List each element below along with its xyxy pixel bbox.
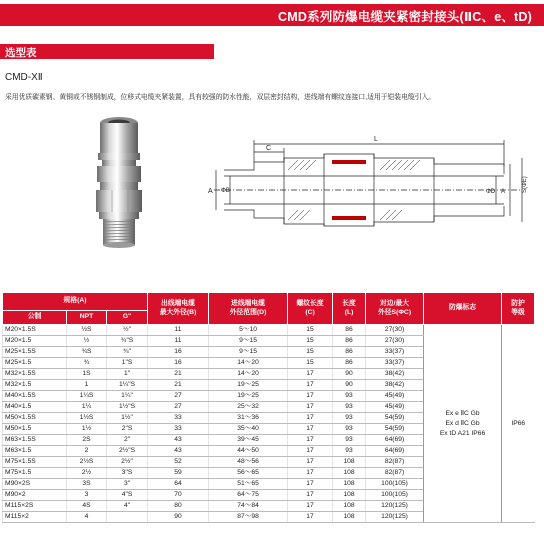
cell-length: 108	[333, 501, 366, 512]
cell-outer-cable: 11	[148, 336, 209, 347]
header-length: 长度 (L)	[333, 293, 366, 325]
cell-metric: M40×1.5S	[3, 391, 67, 402]
cell-across: 82(87)	[366, 457, 424, 468]
cell-g: 1"S	[107, 358, 148, 369]
cell-metric: M20×1.5	[3, 336, 67, 347]
cell-g: 1¼"S	[107, 380, 148, 391]
cell-npt: 2	[67, 446, 107, 457]
cell-length: 90	[333, 369, 366, 380]
cell-across: 27(30)	[366, 336, 424, 347]
cell-npt: 2½	[67, 468, 107, 479]
cell-length: 86	[333, 336, 366, 347]
cell-metric: M90×2S	[3, 479, 67, 490]
cell-g: 2½"	[107, 457, 148, 468]
cell-metric: M63×1.5	[3, 446, 67, 457]
cell-g: ¾"S	[107, 336, 148, 347]
cell-npt: ¾S	[67, 347, 107, 358]
cell-g: ¾"	[107, 347, 148, 358]
header-npt: NPT	[67, 311, 107, 325]
cell-metric: M63×1.5S	[3, 435, 67, 446]
cell-npt: 3S	[67, 479, 107, 490]
cell-g: 3"S	[107, 468, 148, 479]
cell-metric: M115×2S	[3, 501, 67, 512]
cell-length: 93	[333, 391, 366, 402]
cell-across: 120(125)	[366, 501, 424, 512]
model-name: CMD-XⅡ	[5, 72, 43, 83]
cell-g: 2"	[107, 435, 148, 446]
cell-across: 27(30)	[366, 325, 424, 336]
cell-inlet-range: 39～45	[209, 435, 288, 446]
cell-metric: M50×1.5	[3, 424, 67, 435]
spec-table	[2, 292, 535, 523]
cell-outer-cable: 21	[148, 369, 209, 380]
cell-npt: 2½S	[67, 457, 107, 468]
cell-length: 108	[333, 512, 366, 523]
cell-inlet-range: 48～56	[209, 457, 288, 468]
cell-inlet-range: 35～40	[209, 424, 288, 435]
cell-inlet-range: 19～25	[209, 391, 288, 402]
header-ex-mark: 防爆标志	[424, 293, 502, 325]
label-s: S(ΦE)	[522, 176, 528, 193]
cell-inlet-range: 9～15	[209, 336, 288, 347]
page-title: CMD系列防爆电缆夹紧密封接头(ⅡC、e、tD)	[278, 10, 532, 24]
spec-table-body	[3, 325, 535, 523]
cell-inlet-range: 87～98	[209, 512, 288, 523]
header-spec: 规格(A)	[3, 293, 148, 311]
cell-metric: M90×2	[3, 490, 67, 501]
cell-g: 1¼"	[107, 391, 148, 402]
header-ip: 防护 等级	[502, 293, 535, 325]
cell-g: 1½"S	[107, 402, 148, 413]
header-inlet-range: 进线端电缆 外径范围(D)	[209, 293, 288, 325]
table-row	[3, 325, 535, 336]
cell-npt: 1S	[67, 369, 107, 380]
cell-length: 90	[333, 380, 366, 391]
cell-across: 64(69)	[366, 446, 424, 457]
cell-thread-length: 17	[288, 380, 333, 391]
cell-thread-length: 15	[288, 347, 333, 358]
cell-metric: M20×1.5S	[3, 325, 67, 336]
cell-inlet-range: 64～75	[209, 490, 288, 501]
cell-inlet-range: 51～65	[209, 479, 288, 490]
cell-metric: M25×1.5	[3, 358, 67, 369]
cell-metric: M115×2	[3, 512, 67, 523]
cell-inlet-range: 74～84	[209, 501, 288, 512]
label-length: L	[374, 136, 378, 143]
cell-npt: 2S	[67, 435, 107, 446]
cell-across: 64(69)	[366, 435, 424, 446]
product-photo	[84, 114, 154, 250]
cell-metric: M50×1.5S	[3, 413, 67, 424]
cell-across: 33(37)	[366, 358, 424, 369]
cell-metric: M75×1.5S	[3, 457, 67, 468]
cell-inlet-range: 25～32	[209, 402, 288, 413]
cell-thread-length: 17	[288, 468, 333, 479]
cell-thread-length: 17	[288, 490, 333, 501]
cell-length: 108	[333, 479, 366, 490]
header-g: G"	[107, 311, 148, 325]
cell-across: 54(59)	[366, 424, 424, 435]
header-metric: 公制	[3, 311, 67, 325]
cell-across: 120(125)	[366, 512, 424, 523]
cell-g: 2½"S	[107, 446, 148, 457]
cell-g: 4"	[107, 501, 148, 512]
cell-outer-cable: 90	[148, 512, 209, 523]
cell-outer-cable: 27	[148, 391, 209, 402]
cell-length: 86	[333, 325, 366, 336]
cell-metric: M40×1.5	[3, 402, 67, 413]
cell-outer-cable: 33	[148, 413, 209, 424]
label-b-diameter: ΦB	[221, 188, 230, 194]
cell-length: 108	[333, 468, 366, 479]
cell-npt: 4S	[67, 501, 107, 512]
cell-inlet-range: 31～36	[209, 413, 288, 424]
cell-thread-length: 15	[288, 325, 333, 336]
cell-npt: ½	[67, 336, 107, 347]
cell-across: 82(87)	[366, 468, 424, 479]
cell-g: 1"	[107, 369, 148, 380]
cell-thread-length: 17	[288, 413, 333, 424]
cell-outer-cable: 21	[148, 380, 209, 391]
cell-npt: 1¼	[67, 402, 107, 413]
label-a-right: A	[501, 189, 506, 195]
cell-metric: M75×1.5	[3, 468, 67, 479]
cell-inlet-range: 14～20	[209, 369, 288, 380]
cell-inlet-range: 5～10	[209, 325, 288, 336]
cell-npt: ½S	[67, 325, 107, 336]
cell-outer-cable: 16	[148, 358, 209, 369]
cell-npt: 1¼S	[67, 391, 107, 402]
product-description: 采用优质碳素钢、黄铜或不锈钢制成，位移式电缆夹紧装置，具有较强的防水性能，双层密封结构，进线端有螺纹连接口,适用于铠装电缆引入。	[5, 94, 436, 101]
cell-g: 2"S	[107, 424, 148, 435]
cell-metric: M25×1.5S	[3, 347, 67, 358]
cell-length: 93	[333, 424, 366, 435]
cell-outer-cable: 27	[148, 402, 209, 413]
cell-thread-length: 17	[288, 369, 333, 380]
cell-npt: 1	[67, 380, 107, 391]
cell-thread-length: 17	[288, 446, 333, 457]
cell-length: 93	[333, 402, 366, 413]
cell-length: 108	[333, 457, 366, 468]
cell-across: 100(105)	[366, 490, 424, 501]
header-across: 对边/最大 外径S(ΦC)	[366, 293, 424, 325]
cell-g: 1½"	[107, 413, 148, 424]
cell-length: 108	[333, 490, 366, 501]
cell-outer-cable: 64	[148, 479, 209, 490]
cell-thread-length: 17	[288, 391, 333, 402]
cell-npt: 1½S	[67, 413, 107, 424]
cell-outer-cable: 59	[148, 468, 209, 479]
dimension-drawing	[204, 130, 530, 230]
cell-outer-cable: 80	[148, 501, 209, 512]
header-thread-length: 螺纹长度 (C)	[288, 293, 333, 325]
cell-g	[107, 512, 148, 523]
cell-thread-length: 17	[288, 501, 333, 512]
cell-npt: ¾	[67, 358, 107, 369]
cell-inlet-range: 9～15	[209, 347, 288, 358]
ip-rating-cell: IP66	[502, 325, 535, 523]
header-bar	[0, 4, 544, 26]
cell-thread-length: 17	[288, 435, 333, 446]
cell-across: 38(42)	[366, 380, 424, 391]
cell-thread-length: 15	[288, 336, 333, 347]
cell-length: 86	[333, 347, 366, 358]
cell-thread-length: 17	[288, 479, 333, 490]
cell-metric: M32×1.5S	[3, 369, 67, 380]
cell-outer-cable: 43	[148, 446, 209, 457]
cell-thread-length: 17	[288, 402, 333, 413]
cell-across: 45(49)	[366, 402, 424, 413]
cell-thread-length: 17	[288, 512, 333, 523]
cell-g: 3"	[107, 479, 148, 490]
cell-across: 33(37)	[366, 347, 424, 358]
label-a-left: A	[208, 188, 213, 195]
cell-across: 54(59)	[366, 413, 424, 424]
cell-inlet-range: 14～20	[209, 358, 288, 369]
ex-marks-cell	[424, 325, 502, 523]
ex-mark: Ex d ⅡC Gb	[445, 419, 480, 427]
cell-inlet-range: 19～25	[209, 380, 288, 391]
cell-g: ½"	[107, 325, 148, 336]
cell-across: 45(49)	[366, 391, 424, 402]
cell-inlet-range: 56～65	[209, 468, 288, 479]
section-bar	[0, 44, 214, 59]
header-outer-cable: 出线端电缆 最大外径(B)	[148, 293, 209, 325]
cell-g: 4"S	[107, 490, 148, 501]
cell-across: 100(105)	[366, 479, 424, 490]
cell-outer-cable: 70	[148, 490, 209, 501]
cell-outer-cable: 52	[148, 457, 209, 468]
cell-across: 38(42)	[366, 369, 424, 380]
cell-thread-length: 15	[288, 358, 333, 369]
cell-outer-cable: 43	[148, 435, 209, 446]
ex-mark: Ex tD A21 IP66	[439, 429, 486, 437]
label-d-diameter: ΦD	[486, 189, 496, 195]
section-title: 选型表	[5, 47, 37, 59]
cell-inlet-range: 44～50	[209, 446, 288, 457]
cell-outer-cable: 33	[148, 424, 209, 435]
cell-outer-cable: 16	[148, 347, 209, 358]
label-thread: C	[266, 145, 272, 152]
cell-npt: 1½	[67, 424, 107, 435]
cell-length: 93	[333, 446, 366, 457]
cell-length: 93	[333, 413, 366, 424]
cell-metric: M32×1.5	[3, 380, 67, 391]
cell-length: 86	[333, 358, 366, 369]
cell-thread-length: 17	[288, 424, 333, 435]
cell-npt: 3	[67, 490, 107, 501]
ex-mark: Ex e ⅡC Gb	[445, 409, 480, 417]
cell-length: 93	[333, 435, 366, 446]
cell-thread-length: 17	[288, 457, 333, 468]
cell-outer-cable: 11	[148, 325, 209, 336]
cell-npt: 4	[67, 512, 107, 523]
